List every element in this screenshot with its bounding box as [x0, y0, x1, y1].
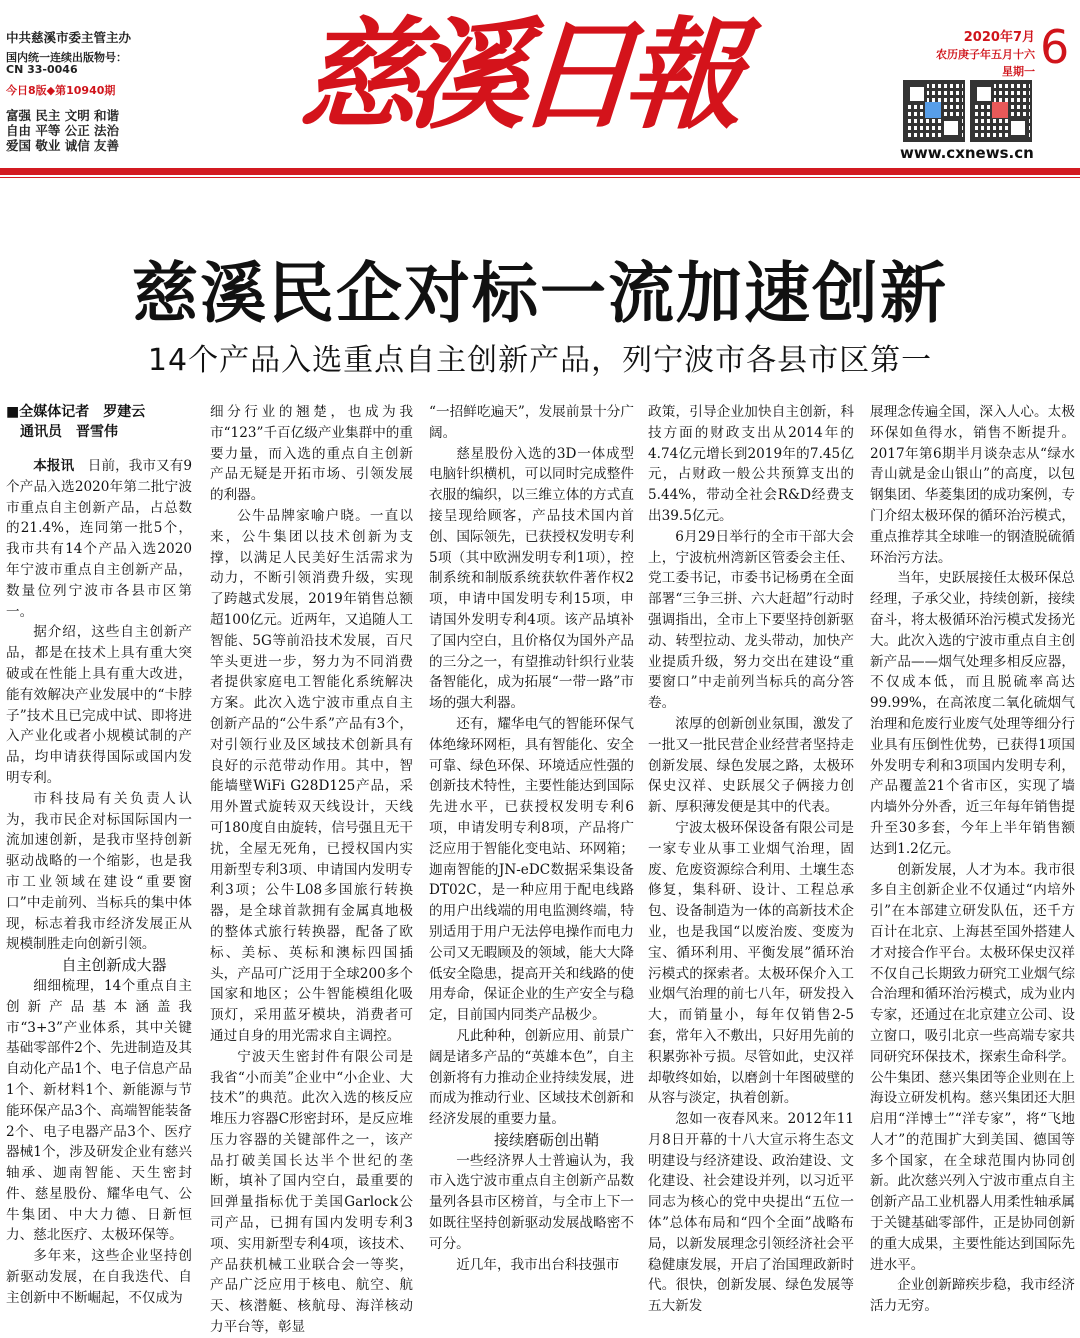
paragraph: 市科技局有关负责人认为，我市民企对标国际国内一流加速创新，是我市坚持创新驱动战略的一个缩影，也是我市工业领域在建设“重要窗口”中走前列、当标兵的集中体现，标志着我市经济发展正从规模制胜走向创新引领。 — [6, 790, 192, 953]
paragraph: 浓厚的创新创业氛围，激发了一批又一批民营企业经营者坚持走创新发展、绿色发展之路，太极环保史汉祥、史跃展父子俩接力创新、厚积薄发便是其中的代表。 — [648, 715, 854, 816]
core-values-line: 自由 平等 公正 法治 — [6, 123, 120, 138]
masthead — [0, 0, 1080, 180]
article-column-2 — [210, 402, 413, 1336]
day-number: 6 — [1040, 20, 1070, 74]
paragraph: 细分行业的翘楚，也成为我市“123”千百亿级产业集群中的重要力量，而入选的重点自主创新产品无疑是开拓市场、引领发展的利器。 — [210, 404, 413, 504]
paragraph: 宁波天生密封件有限公司是我省“小而美”企业中“小企业、大技术”的典范。此次入选的核反应堆压力容器C形密封环，是反应堆压力容器的关键部件之一，该产品打破美国长达半个世纪的垄断，填补了国内空白，最重要的回弹量指标优于美国Garlock公司产品，已拥有国内发明专利3项、实用新型专利4项，该技术、产品获机械工业联合会一等奖，产品广泛应用于核电、航空、航天、核潜艇、核航母、海洋核动力平台等，彰显 — [210, 1048, 413, 1336]
qr-code-icon[interactable] — [970, 80, 1032, 142]
core-values — [6, 108, 236, 153]
qr-code-icon[interactable] — [903, 80, 965, 142]
article-column-4 — [648, 402, 854, 1315]
lead-text: 日前，我市又有9个产品入选2020年第二批宁波市重点自主创新产品，占总数的21.4%，连同第一批5个，我市共有14个产品入选2020年宁波市重点自主创新产品，数量位列宁波市各县市区第一。 — [6, 458, 192, 620]
paragraph: 近几年，我市出台科技强市 — [456, 1256, 620, 1273]
article-column-5 — [870, 402, 1075, 1315]
date-text: 2020年7月 — [963, 30, 1035, 45]
masthead-date — [925, 26, 1035, 79]
cn-number: CN 33-0046 — [6, 63, 78, 76]
paragraph: 据介绍，这些自主创新产品，都是在技术上具有重大突破或在性能上具有重大改进，能有效解决产业发展中的“卡脖子”技术且已完成中试、即将进入产业化或者小规模试制的产品，均申请获得国际或国内发明专利。 — [6, 624, 192, 786]
publication-number-label: 国内统一连续出版物号： — [6, 51, 127, 64]
masthead-divider-thin — [0, 177, 1080, 178]
section-title: 自主创新成大器 — [61, 956, 167, 975]
core-values-line: 富强 民主 文明 和谐 — [6, 108, 120, 123]
paragraph: 宁波太极环保设备有限公司是一家专业从事工业烟气治理，固废、危废资源综合利用、土壤生态修复，集科研、设计、工程总承包、设备制造为一体的高新技术企业，也是我国“以废治废、变废为宝、循环利用、平衡发展”循环治污模式的探索者。太极环保介入工业烟气治理的前七八年，研发投入大，而销量小，每年仅销售2-5套，常年入不敷出，只好用先前的积累弥补亏损。尽管如此，史汉祥却敬终如始，以磨剑十年图破壁的从容与淡定，执着创新。 — [648, 819, 854, 1107]
sponsor-text: 中共慈溪市委主管主办 — [6, 30, 132, 45]
paragraph: 展理念传遍全国，深入人心。太极环保如鱼得水，销售不断提升。2017年第6期半月谈杂志从“绿水青山就是金山银山”的高度，以包钢集团、华菱集团的成功案例，专门介绍太极环保的循环治污模式，重点推荐其全球唯一的钢渣脱硫循环治污方法。 — [870, 404, 1075, 566]
paragraph: 企业创新蹄疾步稳，我市经济活力无穷。 — [870, 1277, 1075, 1315]
paragraph: 忽如一夜春风来。2012年11月8日开幕的十八大宣示将生态文明建设与经济建设、政治建设、文化建设、社会建设并列，以习近平同志为核心的党中央提出“五位一体”总体布局和“四个全面”战略布局，以新发展理念引领经济社会平稳健康发展，开启了治国理政新时代。很快，创新发展、绿色发展等五大新发 — [648, 1111, 854, 1315]
website-link[interactable]: www.cxnews.cn — [900, 144, 1034, 162]
lead-paragraph — [6, 456, 192, 622]
core-values-line: 爱国 敬业 诚信 友善 — [6, 138, 120, 153]
paragraph: 凡此种种，创新应用、前景广阔是诸多产品的“英雄本色”，自主创新将有力推动企业持续发展，进而成为推动行业、区域技术创新和经济发展的重要力量。 — [429, 1027, 634, 1128]
paragraph: 6月29日举行的全市干部大会上，宁波杭州湾新区管委会主任、党工委书记，市委书记杨勇在全面部署“三争三拼、六大赶超”行动时强调指出，全市上下要坚持创新驱动、转型拉动、龙头带动，加快产业提质升级，努力交出在建设“重要窗口”中走前列当标兵的高分答卷。 — [648, 528, 854, 712]
newspaper-logo: 慈溪日報 — [295, 5, 737, 146]
article-headline: 慈溪民企对标一流加速创新 — [132, 255, 948, 332]
article-subheadline: 14个产品入选重点自主创新产品，列宁波市各县市区第一 — [147, 343, 933, 378]
paragraph: 还有，耀华电气的智能环保气体绝缘环网柜，具有智能化、安全可靠、绿色环保、环境适应性强的创新技术特性，主要性能达到国际先进水平，已获授权发明专利6项，申请发明专利8项，产品将广泛应用于智能化变电站、环网箱；迦南智能的JN-eDC数据采集设备DT02C，是一种应用于配电线路的用户出线端的用电监测终端，特别适用于用户无法停电操作而电力公司又无暇顾及的领域，能大大降低安全隐患，提高开关和线路的使用寿命，保证企业的生产安全与稳定，目前国内同类产品极少。 — [429, 715, 634, 1024]
paragraph: 慈星股份入选的3D一体成型电脑针织横机，可以同时完成整件衣服的编织，以三维立体的方式直接呈现给顾客，产品技术国内首创、国际领先，已获授权发明专利5项（其中欧洲发明专利1项），控制系统和制版系统获软件著作权2项，申请中国发明专利15项，申请国外发明专利4项。该产品填补了国内空白，且价格仅为国外产品的三分之一，有望推动针织行业装备智能化，成为拓展“一带一路”市场的强大利器。 — [429, 445, 634, 712]
masthead-left-info — [6, 28, 236, 153]
masthead-divider — [0, 168, 1080, 175]
paragraph: 公牛品牌家喻户晓。一直以来，公牛集团以技术创新为支撑，以满足人民美好生活需求为动力，不断引领消费升级，实现了跨越式发展，2019年销售总额超100亿元。近两年，又追随人工智能、5G等前沿技术发展，百尺竿头更进一步，努力为不同消费者提供家庭电工智能化系统解决方案。此次入选宁波市重点自主创新产品的“公牛系”产品有3个，对引领行业及区域技术创新具有良好的示范带动作用。其中，智能墙壁WiFi G28D125产品，采用外置式旋转双天线设计，天线可180度自由旋转，信号强且无干扰，全屋无死角，已授权国内实用新型专利3项、申请国内发明专利3项；公牛L08多国旅行转换器，是全球首款拥有金属真地极的整体式旅行转换器，配备了欧标、美标、英标和澳标四国插头，产品可广泛用于全球200多个国家和地区；公牛智能模组化吸顶灯，采用蓝牙模块，消费者可通过自身的用光需求自主调控。 — [210, 507, 413, 1044]
byline-correspondent: 通讯员 晋雪伟 — [20, 424, 118, 440]
paragraph: 多年来，这些企业坚持创新驱动发展，在自我迭代、自主创新中不断崛起，不仅成为 — [6, 1248, 192, 1306]
issue-info: 今日8版◆第10940期 — [6, 84, 116, 97]
byline-reporter: ■全媒体记者 罗建云 — [6, 404, 146, 420]
article-column-1 — [6, 402, 192, 1306]
paragraph: 政策，引导企业加快自主创新，科技方面的财政支出从2014年的4.74亿元增长到2019年的7.45亿元，占财政一般公共预算支出的5.44%，带动全社会R&D经费支出39.5亿元。 — [648, 404, 854, 524]
paragraph: 一些经济界人士普遍认为，我市入选宁波市重点自主创新产品数量列各县市区榜首，与全市上下一如既往坚持创新驱动发展战略密不可分。 — [429, 1152, 634, 1252]
article-column-3 — [429, 402, 634, 1281]
paragraph: 细细梳理，14个重点自主创新产品基本涵盖我市“3+3”产业体系，其中关键基础零部件2个、先进制造及其自动化产品1个、电子信息产品1个、新材料1个、新能源与节能环保产品3个、高端智能装备2个、电子电器产品3个、医疗器械1个，涉及研发企业有慈兴轴承、迦南智能、天生密封件、慈星股份、耀华电气、公牛集团、中大力德、日新恒力、慈北医疗、太极环保等。 — [6, 977, 192, 1244]
paragraph: 创新发展，人才为本。我市很多自主创新企业不仅通过“内培外引”在本部建立研发队伍，还千方百计在北京、上海甚至国外搭建人才对接合作平台。太极环保史汉祥不仅自己长期致力研究工业烟气综合治理和循环治污模式，成为业内专家，还通过在北京建立公司、设立窗口，吸引北京一些高端专家共同研究环保技术，探索生命科学。公牛集团、慈兴集团等企业则在上海设立研发机构。慈兴集团还大胆启用“洋博士”“洋专家”，将“飞地人才”的范围扩大到美国、德国等多个国家，在全球范围内协同创新。此次慈兴列入宁波市重点自主创新产品工业机器人用柔性轴承属于关键基础零部件，正是协同创新的重大成果，主要性能达到国际先进水平。 — [870, 861, 1075, 1273]
lead-mark: 本报讯 — [33, 458, 75, 474]
byline — [6, 402, 192, 442]
section-title: 接续磨砺创出鞘 — [493, 1130, 599, 1149]
weekday: 星期一 — [1002, 65, 1035, 78]
paragraph: “一招鲜吃遍天”，发展前景十分广阔。 — [429, 404, 634, 441]
paragraph: 当年，史跃展接任太极环保总经理，子承父业，持续创新，接续奋斗，将太极循环治污模式发扬光大。此次入选的宁波市重点自主创新产品——烟气处理多相反应器，不仅成本低，而且脱硫率高达99.99%，在高浓度二氧化硫烟气治理和危废行业废气处理等细分行业具有压倒性优势，已获得1项国外发明专利和3项国内发明专利，产品覆盖21个省市区，实现了墙内墙外分外香，近三年每年销售提升至30多套，今年上半年销售额达到1.2亿元。 — [870, 570, 1075, 857]
lunar-date: 农历庚子年五月十六 — [936, 48, 1035, 61]
